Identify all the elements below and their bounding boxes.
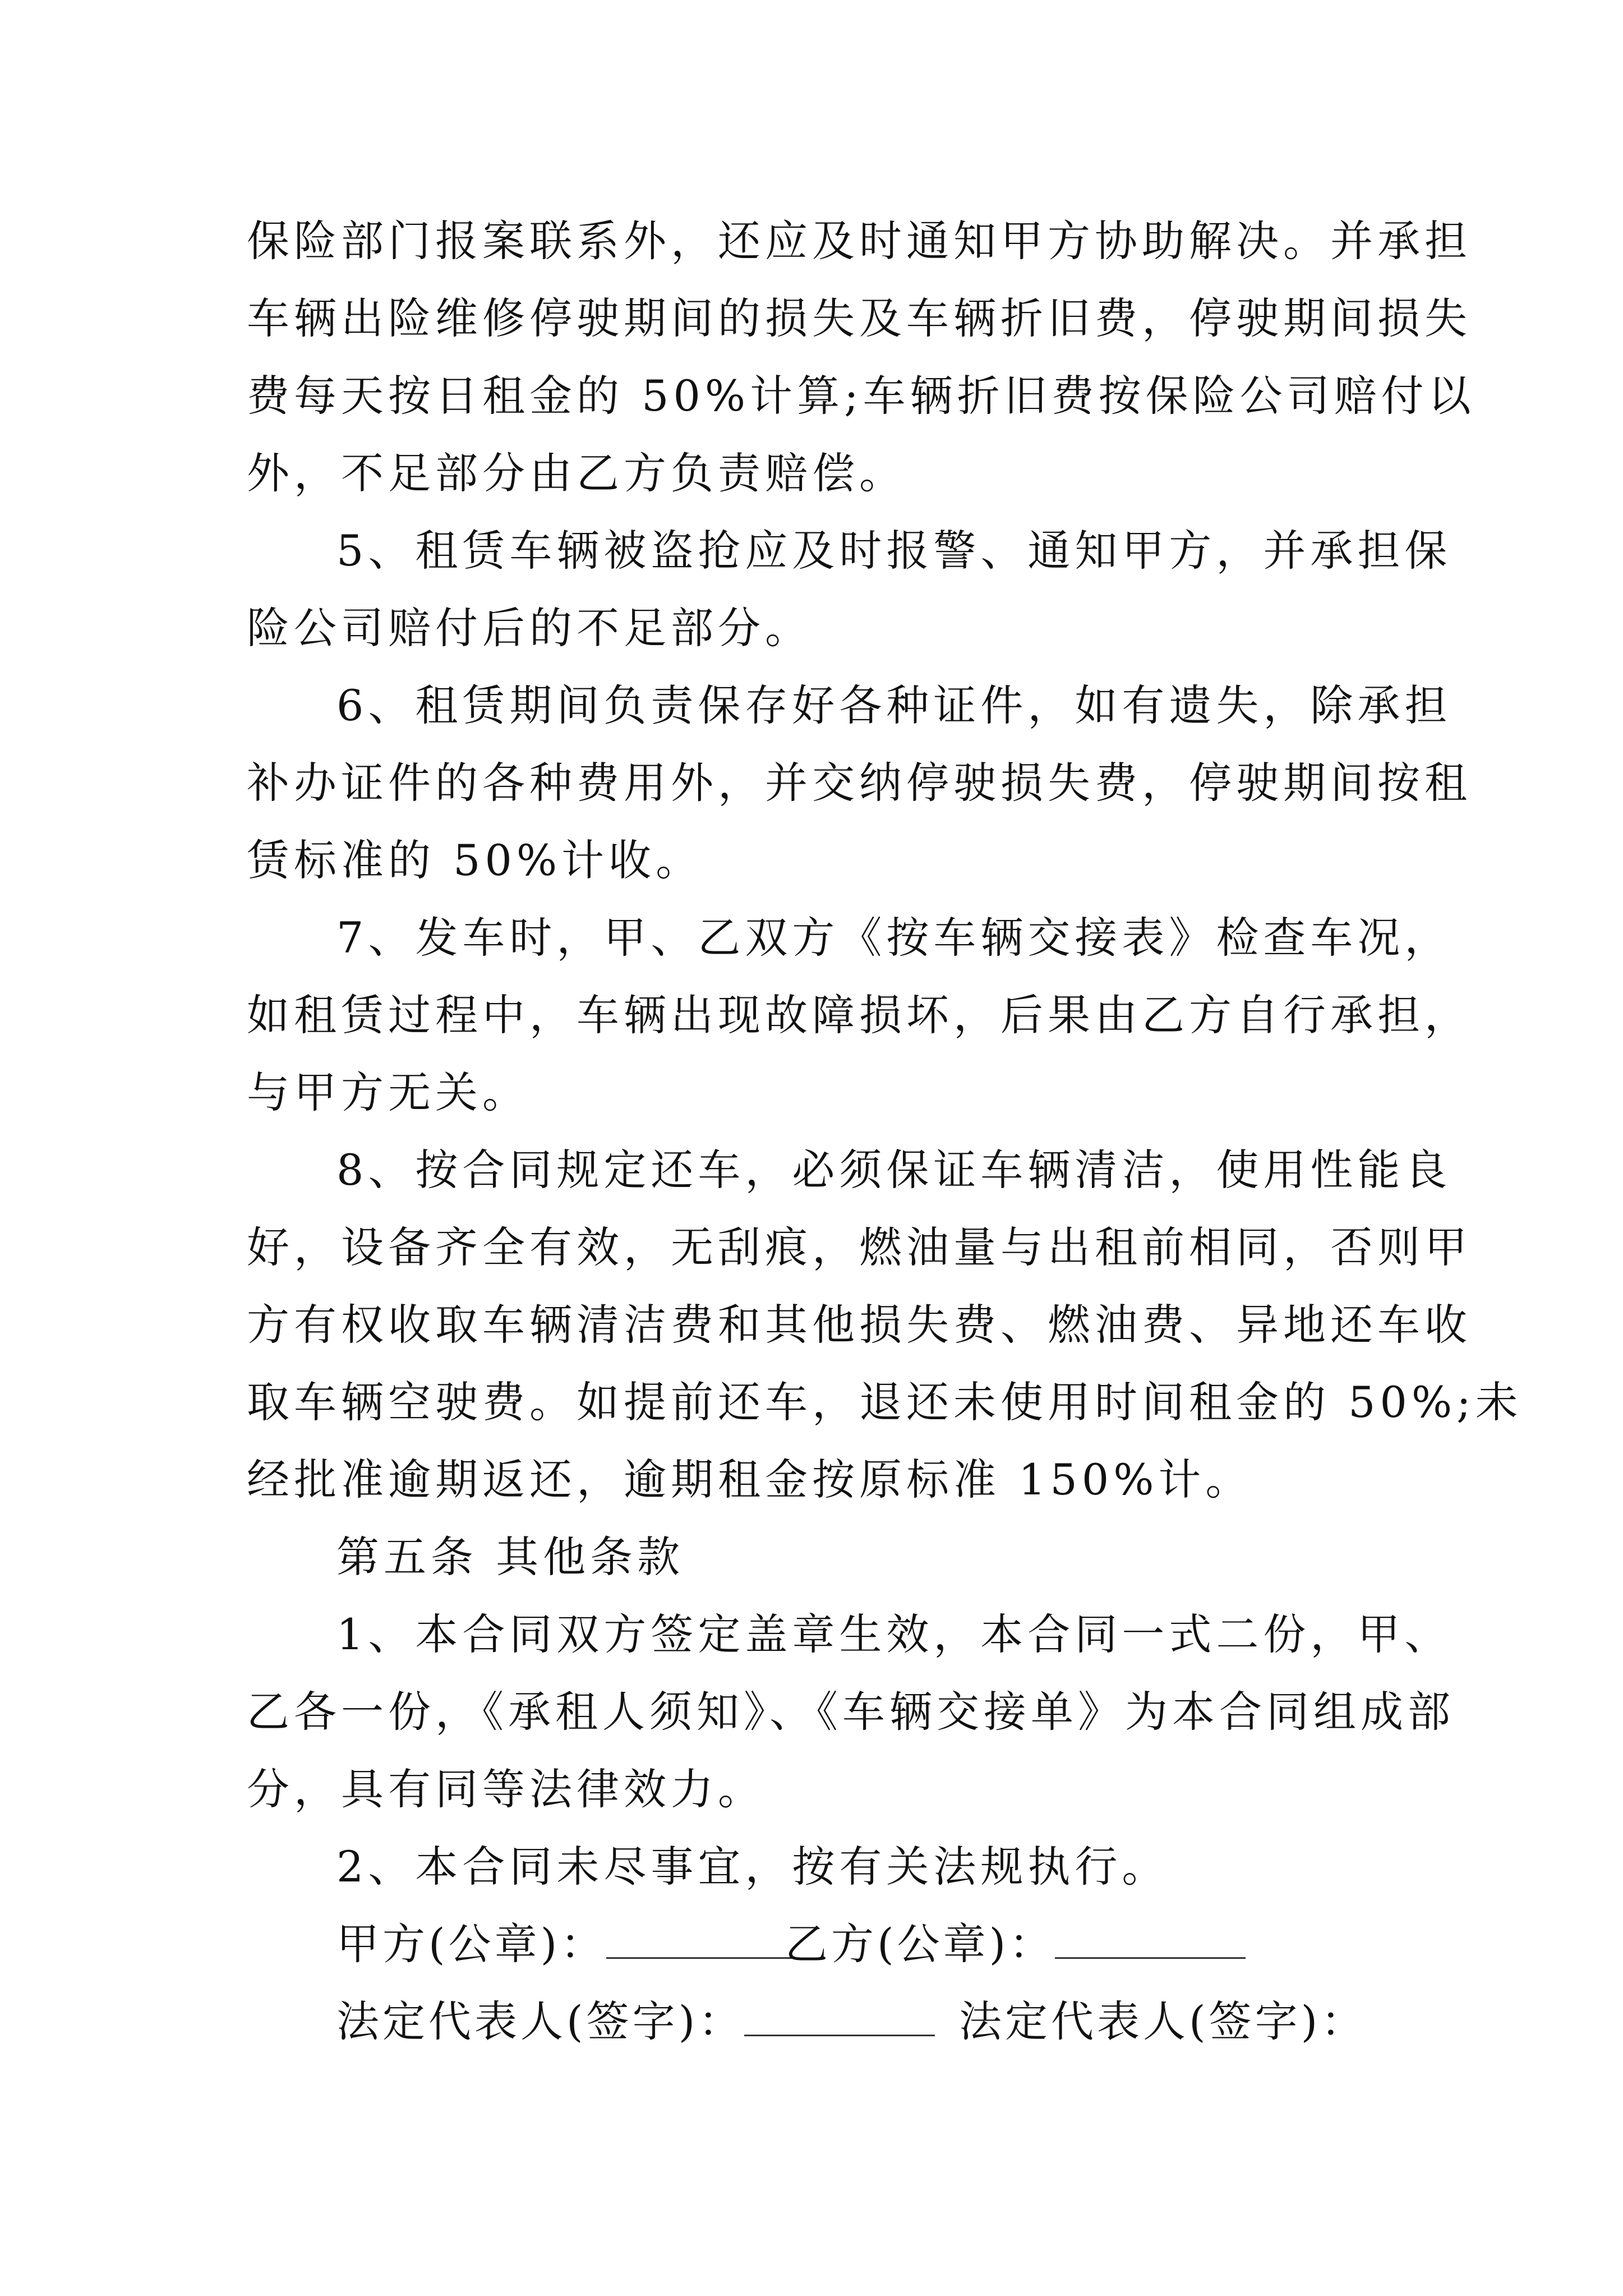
text-line: 7、发车时，甲、乙双方《按车辆交接表》检查车况， <box>336 913 1452 963</box>
text-line: 费每天按日租金的 50%计算;车辆折旧费按保险公司赔付以 <box>247 371 1476 421</box>
text-line: 车辆出险维修停驶期间的损失及车辆折旧费，停驶期间损失 <box>247 293 1472 343</box>
rep-b-row <box>959 1994 1367 2050</box>
party-a-seal-row <box>336 1916 797 1972</box>
rep-b-label: 法定代表人(签字)： <box>959 1996 1367 2046</box>
rep-a-label: 法定代表人(签字)： <box>336 1996 745 2046</box>
section-heading: 第五条 其他条款 <box>336 1532 685 1582</box>
party-a-blank <box>606 1918 797 1959</box>
text-line: 如租赁过程中，车辆出现故障损坏，后果由乙方自行承担， <box>247 990 1472 1040</box>
text-line: 5、租赁车辆被盗抢应及时报警、通知甲方，并承担保 <box>336 526 1452 576</box>
text-line: 取车辆空驶费。如提前还车，退还未使用时间租金的 50%;未 <box>247 1377 1523 1427</box>
text-line: 分，具有同等法律效力。 <box>247 1764 765 1814</box>
text-line: 外，不足部分由乙方负责赔偿。 <box>247 448 906 498</box>
text-line: 补办证件的各种费用外，并交纳停驶损失费，停驶期间按租 <box>247 758 1472 808</box>
text-line: 经批准逾期返还，逾期租金按原标准 150%计。 <box>247 1455 1253 1504</box>
party-b-seal-row <box>785 1916 1246 1972</box>
text-line: 乙各一份，《承租人须知》、《车辆交接单》为本合同组成部 <box>247 1687 1455 1737</box>
party-b-label: 乙方(公章)： <box>785 1919 1055 1969</box>
party-b-blank <box>1055 1918 1246 1959</box>
rep-a-blank <box>744 1995 935 2036</box>
text-line: 保险部门报案联系外，还应及时通知甲方协助解决。并承担 <box>247 216 1472 266</box>
party-a-label: 甲方(公章)： <box>336 1919 607 1969</box>
text-line: 与甲方无关。 <box>247 1068 529 1117</box>
text-line: 2、本合同未尽事宜，按有关法规执行。 <box>336 1842 1169 1892</box>
text-line: 险公司赔付后的不足部分。 <box>247 603 812 653</box>
text-line: 方有权收取车辆清洁费和其他损失费、燃油费、异地还车收 <box>247 1300 1472 1350</box>
text-line: 赁标准的 50%计收。 <box>247 835 703 885</box>
text-line: 6、租赁期间负责保存好各种证件，如有遗失，除承担 <box>336 680 1452 730</box>
text-line: 8、按合同规定还车，必须保证车辆清洁，使用性能良 <box>336 1145 1452 1195</box>
rep-a-row <box>336 1994 935 2050</box>
text-line: 好，设备齐全有效，无刮痕，燃油量与出租前相同，否则甲 <box>247 1222 1472 1272</box>
text-line: 1、本合同双方签定盖章生效，本合同一式二份，甲、 <box>336 1609 1452 1659</box>
